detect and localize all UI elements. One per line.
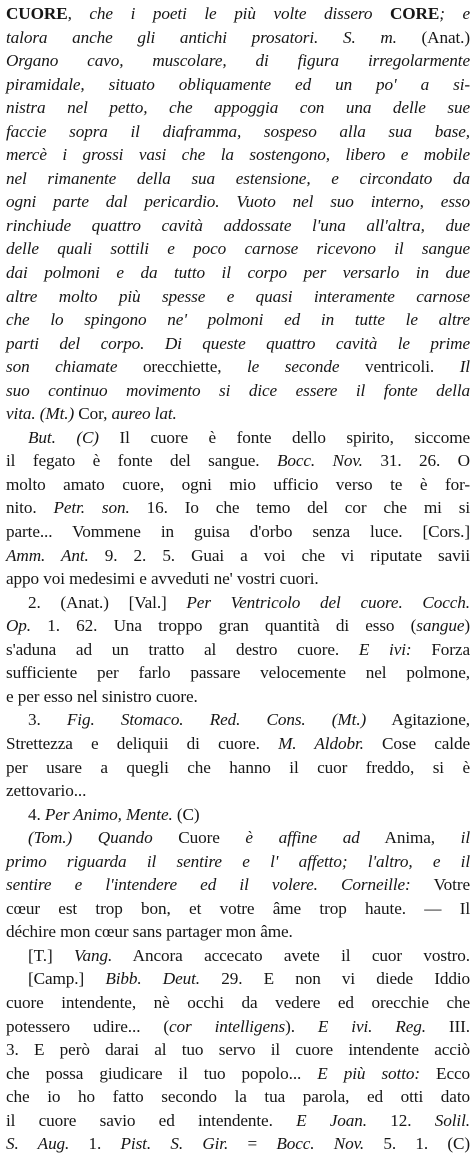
text-line bbox=[6, 803, 470, 827]
text-segment: altre molto più spesse e quasi interamente carnose bbox=[6, 286, 470, 306]
text-segment: Il cuore è fonte dello spirito, siccome bbox=[98, 427, 471, 447]
text-segment: 31. 26. O bbox=[362, 451, 470, 471]
text-segment: E ivi: bbox=[358, 639, 412, 659]
headword: CUORE bbox=[6, 4, 68, 23]
text-segment: 1. bbox=[69, 1134, 121, 1154]
text-segment: è affine ad bbox=[245, 828, 360, 848]
text-segment: Agitazione, bbox=[366, 710, 470, 730]
text-segment: 5. 1. (C) bbox=[364, 1134, 470, 1154]
text-segment: E ivi. Reg. bbox=[317, 1016, 426, 1036]
text-segment: S. Aug. bbox=[6, 1134, 70, 1154]
text-segment: mercè i grossi vasi che la sostengono, libero e mobile bbox=[6, 145, 470, 165]
text-segment: But. (C) bbox=[28, 427, 99, 447]
text-segment: il cuore savio ed intendente. bbox=[6, 1110, 297, 1130]
text-line bbox=[6, 26, 470, 50]
text-line bbox=[6, 920, 470, 944]
text-segment: [T.] bbox=[28, 945, 75, 965]
text-line bbox=[6, 449, 470, 473]
text-line bbox=[6, 355, 470, 379]
text-segment: molto amato cuore, ogni mio ufficio verso te è for- bbox=[6, 474, 470, 494]
text-segment: ogni parte dal pericardio. Vuoto nel suo interno, esso bbox=[6, 192, 470, 212]
text-segment: cœur est trop bon, et votre âme trop haute. — Il bbox=[6, 898, 470, 918]
text-line bbox=[6, 379, 470, 403]
text-line bbox=[6, 96, 470, 120]
text-line bbox=[6, 732, 470, 756]
text-line bbox=[6, 190, 470, 214]
text-segment: déchire mon cœur sans partager mon âme. bbox=[6, 922, 293, 942]
text-segment: = bbox=[228, 1134, 277, 1154]
text-segment: Strettezza e deliquii di cuore. bbox=[6, 733, 279, 753]
text-segment: e per esso nel sinistro cuore. bbox=[6, 686, 198, 706]
text-segment: ) bbox=[464, 616, 470, 636]
text-line bbox=[6, 214, 470, 238]
text-segment: son chiamate bbox=[6, 357, 118, 377]
text-line bbox=[6, 614, 470, 638]
text-segment: ). bbox=[285, 1016, 318, 1036]
text-segment: vita. (Mt.) bbox=[6, 404, 75, 424]
text-segment: 3. bbox=[28, 710, 67, 730]
text-segment: 1. 62. Una troppo gran quantità di esso ( bbox=[31, 616, 417, 636]
text-segment: il fegato è fonte del sangue. bbox=[6, 451, 277, 471]
text-line bbox=[6, 567, 470, 591]
text-segment: Cuore bbox=[152, 828, 246, 848]
text-segment: 16. Io che temo del cor che mi si bbox=[129, 498, 471, 518]
text-segment: sentire e l'intendere ed il volere. Corneille: bbox=[6, 875, 411, 895]
text-segment: talora anche gli antichi prosatori. S. m. bbox=[6, 27, 397, 47]
text-segment: Per Ventricolo del cuore. Cocch. bbox=[186, 592, 470, 612]
text-line bbox=[6, 685, 470, 709]
text-segment: piramidale, situato obliquamente ed un po' a si- bbox=[6, 74, 470, 94]
text-line bbox=[6, 496, 470, 520]
text-segment: Bocc. Nov. bbox=[276, 451, 363, 471]
text-segment: Ecco bbox=[420, 1063, 470, 1083]
text-segment: nel rimanente della sua estensione, e circondato da bbox=[6, 168, 470, 188]
text-segment: Cose calde bbox=[363, 733, 470, 753]
text-segment: suo continuo movimento si dice essere il fonte della bbox=[6, 380, 470, 400]
text-segment: Solil. bbox=[434, 1110, 470, 1130]
text-segment: ventricoli. bbox=[339, 357, 460, 377]
text-line bbox=[6, 897, 470, 921]
text-line bbox=[6, 237, 470, 261]
text-line bbox=[6, 779, 470, 803]
text-segment: (Anat.) bbox=[396, 27, 470, 47]
text-segment: nistra nel petto, che appoggia con una delle sue bbox=[6, 98, 470, 118]
text-line bbox=[6, 49, 470, 73]
text-segment: 29. E non vi diede Iddio bbox=[200, 969, 470, 989]
text-line bbox=[6, 826, 470, 850]
text-segment: che possa giudicare il tuo popolo... bbox=[6, 1063, 318, 1083]
text-line bbox=[6, 426, 470, 450]
text-segment: che lo spingono ne' polmoni ed in tutte le altre bbox=[6, 310, 470, 330]
text-segment: delle quali sottili e poco carnose ricevono il sangue bbox=[6, 239, 470, 259]
text-segment: s'aduna ad un tratto al destro cuore. bbox=[6, 639, 359, 659]
text-segment: Votre bbox=[410, 875, 470, 895]
text-line bbox=[6, 285, 470, 309]
text-segment: ; e bbox=[439, 4, 470, 23]
text-segment: Op. bbox=[6, 616, 32, 636]
text-segment: Per Animo, Mente. bbox=[44, 804, 173, 824]
text-line bbox=[6, 991, 470, 1015]
text-segment: M. Aldobr. bbox=[278, 733, 364, 753]
text-line bbox=[6, 873, 470, 897]
text-line bbox=[6, 1132, 470, 1156]
text-line bbox=[6, 167, 470, 191]
text-segment: [Camp.] bbox=[28, 969, 106, 989]
text-segment: 4. bbox=[28, 804, 45, 824]
text-segment: 2. (Anat.) [Val.] bbox=[28, 592, 187, 612]
text-line bbox=[6, 1109, 470, 1133]
text-line bbox=[6, 591, 470, 615]
text-segment: Petr. son. bbox=[53, 498, 130, 518]
text-segment: nito. bbox=[6, 498, 54, 518]
text-segment: faccie sopra il diaframma, sospeso alla sua base, bbox=[6, 121, 470, 141]
text-line bbox=[6, 1085, 470, 1109]
text-segment: cuore intendente, nè occhi da vedere ed orecchie che bbox=[6, 992, 470, 1012]
text-segment: Amm. Ant. bbox=[6, 545, 89, 565]
text-segment: le seconde bbox=[247, 357, 340, 377]
text-line bbox=[6, 520, 470, 544]
text-segment: Fig. Stomaco. Red. Cons. (Mt.) bbox=[66, 710, 367, 730]
text-line bbox=[6, 402, 470, 426]
text-segment: E più sotto: bbox=[317, 1063, 420, 1083]
text-segment: Anima, bbox=[359, 828, 461, 848]
text-segment: III. bbox=[425, 1016, 470, 1036]
text-line bbox=[6, 638, 470, 662]
text-segment: 3. E però darai al tuo servo il cuore intendente acciò bbox=[6, 1040, 470, 1060]
text-segment: che io ho fatto secondo la tua parola, ed otti dato bbox=[6, 1087, 470, 1107]
text-segment: Vang. bbox=[74, 945, 113, 965]
text-line bbox=[6, 661, 470, 685]
headword: CORE bbox=[389, 4, 440, 23]
text-segment: cor intelligens bbox=[169, 1016, 286, 1036]
text-segment: il bbox=[460, 828, 471, 848]
text-line bbox=[6, 544, 470, 568]
text-segment: Bocc. Nov. bbox=[276, 1134, 365, 1154]
text-segment: Cor, bbox=[74, 404, 112, 424]
text-segment: Forza bbox=[411, 639, 470, 659]
text-segment: dai polmoni e da tutto il corpo per versarlo in due bbox=[6, 263, 470, 283]
text-segment: aureo lat. bbox=[111, 404, 177, 424]
text-line bbox=[6, 120, 470, 144]
text-line bbox=[6, 308, 470, 332]
text-segment: Il bbox=[459, 357, 470, 377]
text-segment: orecchiette, bbox=[117, 357, 247, 377]
text-line bbox=[6, 944, 470, 968]
text-line bbox=[6, 1062, 470, 1086]
text-segment: Ancora accecato avete il cuor vostro. bbox=[112, 945, 470, 965]
text-segment: per usare a quegli che hanno il cuor freddo, si è bbox=[6, 757, 470, 777]
text-line bbox=[6, 1015, 470, 1039]
text-line bbox=[6, 1038, 470, 1062]
text-segment: parti del corpo. Di queste quattro cavità le prime bbox=[6, 333, 470, 353]
text-line bbox=[6, 850, 470, 874]
text-segment: sangue bbox=[416, 616, 465, 636]
text-segment: rinchiude quattro cavità addossate l'una all'altra, due bbox=[6, 215, 470, 235]
text-segment: E Joan. bbox=[296, 1110, 367, 1130]
text-line bbox=[6, 332, 470, 356]
text-line bbox=[6, 756, 470, 780]
text-line bbox=[6, 967, 470, 991]
text-segment: 12. bbox=[366, 1110, 435, 1130]
text-segment: Organo cavo, muscolare, di figura irregolarmente bbox=[6, 51, 470, 71]
text-segment: (Tom.) Quando bbox=[28, 828, 153, 848]
text-line bbox=[6, 73, 470, 97]
text-segment: Pist. S. Gir. bbox=[120, 1134, 229, 1154]
text-line bbox=[6, 143, 470, 167]
text-segment: parte... Vommene in guisa d'orbo senza luce. [Cors.] bbox=[6, 522, 470, 542]
text-line bbox=[6, 708, 470, 732]
text-segment: appo voi medesimi e avveduti ne' vostri cuori. bbox=[6, 569, 319, 589]
text-line bbox=[6, 473, 470, 497]
text-segment: sufficiente per farlo passare velocemente nel polmone, bbox=[6, 663, 470, 683]
text-segment: potessero udire... ( bbox=[6, 1016, 169, 1036]
text-line bbox=[6, 2, 470, 26]
text-segment: primo riguarda il sentire e l' affetto; l'altro, e il bbox=[6, 851, 470, 871]
text-segment: zettovario... bbox=[6, 781, 87, 801]
text-segment: Bibb. Deut. bbox=[105, 969, 200, 989]
dictionary-entry bbox=[6, 2, 470, 1156]
text-segment: , che i poeti le più volte dissero bbox=[67, 4, 390, 23]
text-segment: (C) bbox=[172, 804, 200, 824]
text-line bbox=[6, 261, 470, 285]
text-segment: 9. 2. 5. Guai a voi che vi riputate savii bbox=[88, 545, 471, 565]
